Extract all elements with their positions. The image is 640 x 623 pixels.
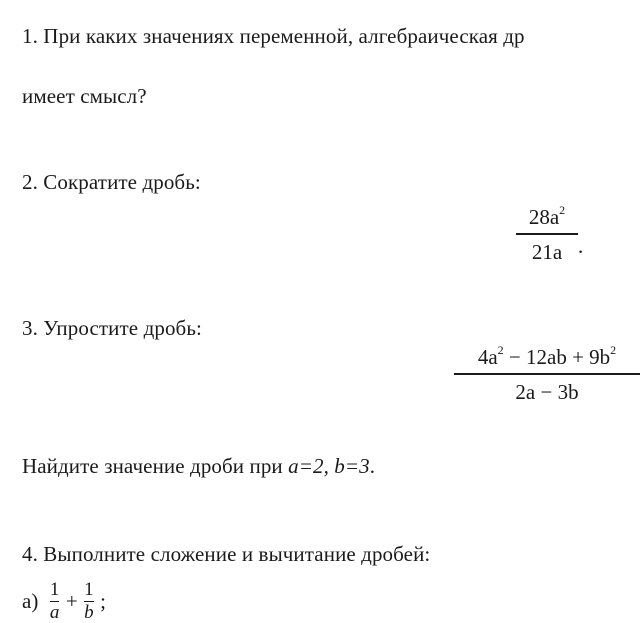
- fraction-1: $\frac{1}{a}$: [49, 579, 60, 623]
- question-4-item-a: [22, 580, 106, 623]
- question-2-numerator: $28a^2$: [528, 203, 566, 229]
- question-3-title: 3. Упростите дробь:: [22, 316, 202, 340]
- question-1-line-1: 1. При каких значениях переменной, алгебраическая др: [22, 24, 525, 48]
- fraction-bar: [516, 233, 578, 235]
- question-2-title: 2. Сократите дробь:: [22, 170, 201, 194]
- plus-sign: +: [65, 589, 78, 614]
- question-2-period: .: [578, 234, 584, 258]
- semicolon: ;: [100, 589, 107, 614]
- question-3-denominator: 2a − 3b: [515, 379, 579, 404]
- question-3-fraction: [454, 344, 640, 405]
- fraction-bar: [454, 373, 640, 375]
- fraction-2: $\frac{1}{b}$: [84, 579, 94, 623]
- question-3-numerator: $4a^2 - 12ab + 9b^2$: [477, 343, 617, 369]
- question-1-line-2: имеет смысл?: [22, 84, 147, 108]
- item-label: а): [22, 589, 39, 614]
- question-2-fraction: [516, 204, 578, 265]
- question-3-find-value: Найдите значение дроби при a=2, b=3.: [22, 454, 376, 478]
- question-4-title: 4. Выполните сложение и вычитание дробей:: [22, 542, 431, 566]
- question-2-denominator: 21a: [531, 239, 563, 264]
